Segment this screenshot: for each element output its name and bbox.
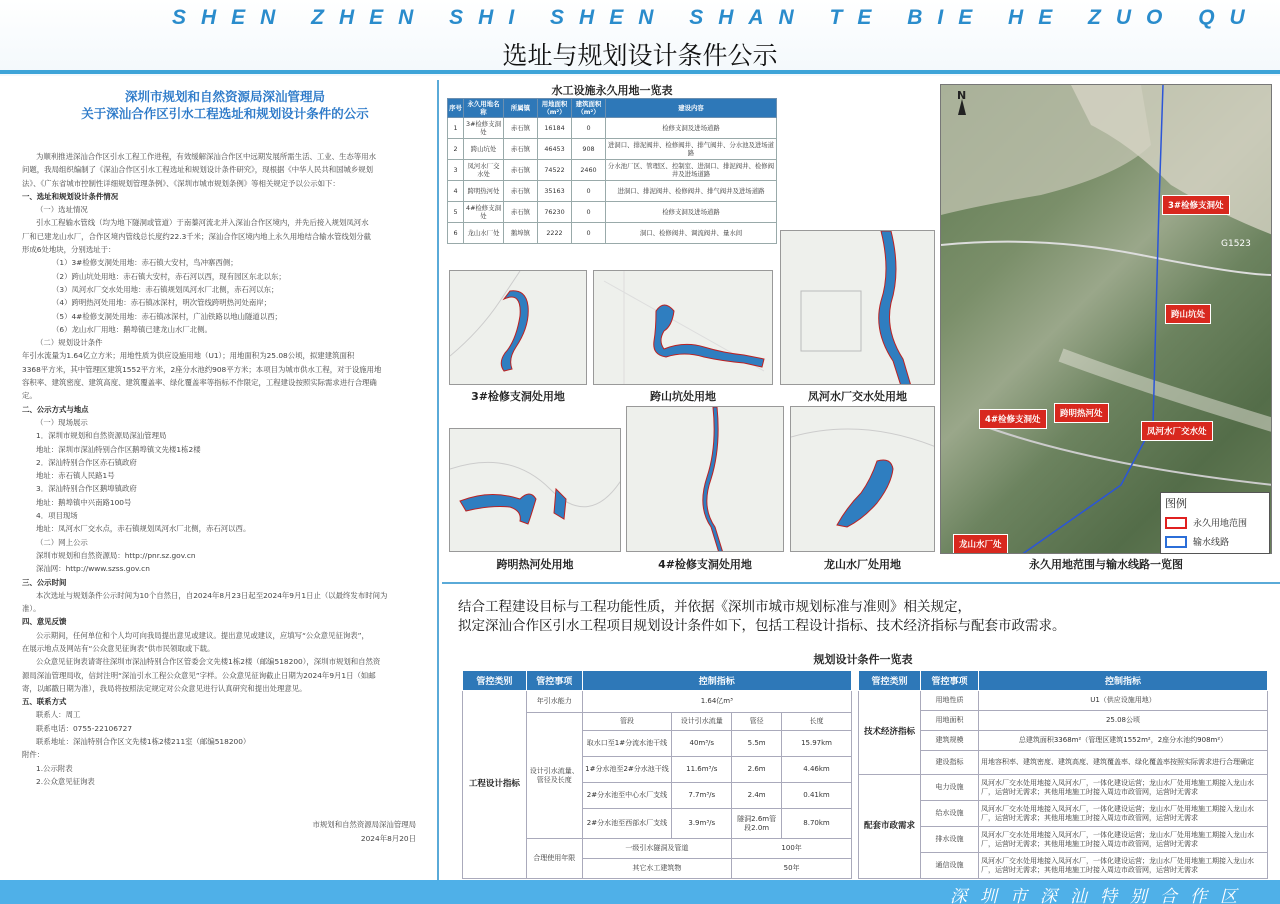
land-table-cell: 0 (572, 223, 606, 244)
map-3-jianxiu-drawing (450, 271, 587, 385)
land-table-cell: 分水池厂区、管理区、控制室、进洞口、排泥阀井、检修阀井及进场道路 (606, 160, 777, 181)
body-line: 本次选址与规划条件公示时间为10个自然日，自2024年8月23日起至2024年9月1日止（以最终发布时间为 (36, 590, 388, 600)
tech-item: 用地面积 (921, 711, 979, 731)
land-table-row (448, 118, 777, 139)
body-line: 3368平方米，其中管理区建筑1552平方米，2座分水池约908平方米；本项目为城市供水工程，对于设施用地 (22, 364, 382, 374)
tech-table (858, 670, 1268, 879)
body-line: 引水工程输水管线（均为地下隧洞或管道）于南蓁河流北并入深汕合作区境内，并先后接入规划凤河水 (36, 218, 369, 228)
land-table-cell: 赤石镇 (504, 160, 538, 181)
body-line: 2.公众意见征询表 (36, 776, 95, 786)
land-table-cell: 0 (572, 118, 606, 139)
section-heading: 三、公示时间 (22, 577, 67, 587)
seg-dia: 2.6m (732, 757, 782, 783)
body-line: 为顺利推进深汕合作区引水工程工作进程，有效缓解深汕合作区中远期发展所需生活、工业、生态等用水 (36, 152, 376, 161)
land-table-header: 序号 (448, 99, 464, 118)
tech-value: 25.08公顷 (979, 711, 1268, 731)
map-fenghe-caption: 凤河水厂交水处用地 (808, 390, 907, 403)
land-table-cell: 2 (448, 139, 464, 160)
body-line: 公示期间，任何单位和个人均可向我局提出意见或建议。提出意见或建议，应填写“公众意见征询表”， (36, 630, 369, 640)
map-kuaminghe-drawing (450, 429, 621, 552)
body-line: （2）跨山坑处用地：赤石镇大安村，赤石河以西，现有园区东北以东； (52, 271, 286, 281)
legend-label-land: 永久用地范围 (1193, 519, 1248, 529)
land-table-cell: 鹅埠镇 (504, 223, 538, 244)
legend-swatch-blue (1165, 536, 1187, 548)
body-line: （二）网上公示 (36, 537, 88, 547)
land-table-cell: 908 (572, 139, 606, 160)
land-table-cell: 进洞口、排泥阀井、检修阀井、排气阀井及进场道路 (606, 181, 777, 202)
map-longshan-drawing (791, 407, 935, 552)
body-line: 1．深圳市规划和自然资源局深汕管理局 (36, 431, 167, 441)
tech-head-index: 控制指标 (979, 671, 1268, 691)
horizontal-divider (442, 582, 1280, 584)
land-table-cell: 检修支洞及进场道路 (606, 202, 777, 223)
body-line: 准）。 (22, 604, 41, 614)
utility-value: 凤河水厂交水处用地接入凤河水厂，一体化建设运营；龙山水厂处用地施工期接入龙山水厂，运营时无需求；其他用地施工时接入周边市政管网，运营时无需求 (979, 853, 1268, 879)
seg-name: 2#分水池至中心水厂支线 (582, 783, 672, 809)
map-kuashankeng-caption: 跨山坑处用地 (650, 390, 716, 403)
body-line: 地址：深圳市深汕特别合作区鹅埠镇文先楼1栋2楼 (36, 444, 201, 454)
eng-head-cat: 管控类别 (463, 671, 527, 691)
sat-label-fenghe: 凤河水厂交水处 (1141, 421, 1213, 441)
utility-value: 凤河水厂交水处用地接入凤河水厂，一体化建设运营；龙山水厂处用地施工期接入龙山水厂，运营时无需求；其他用地施工时接入周边市政管网，运营时无需求 (979, 775, 1268, 801)
land-table-cell: 跨明热河处 (464, 181, 504, 202)
land-table-header: 所属镇 (504, 99, 538, 118)
life-item: 其它水工建筑物 (582, 859, 732, 879)
header-divider (0, 70, 1280, 74)
seg-flow: 3.9m³/s (672, 809, 732, 839)
land-table-row (448, 139, 777, 160)
map-4-jianxiu-caption: 4#检修支洞处用地 (658, 558, 752, 571)
land-table-row (448, 223, 777, 244)
map-longshan (790, 406, 935, 552)
conditions-intro (458, 598, 1268, 636)
eng-annual-label: 年引水能力 (526, 691, 582, 713)
legend-item-land (1161, 513, 1269, 532)
seg-len: 8.70km (782, 809, 852, 839)
body-line: （一）现场展示 (36, 417, 88, 427)
overview-map-caption: 永久用地范围与输水线路一览图 (1029, 558, 1183, 571)
announcement-title-2: 关于深汕合作区引水工程选址和规划设计条件的公示 (81, 106, 369, 121)
utility-value: 凤河水厂交水处用地接入凤河水厂，一体化建设运营；龙山水厂处用地施工期接入龙山水厂，运营时无需求；其他用地施工时接入周边市政管网，运营时无需求 (979, 827, 1268, 853)
land-table-cell: 赤石镇 (504, 181, 538, 202)
map-longshan-caption: 龙山水厂处用地 (824, 558, 901, 571)
seg-len: 4.46km (782, 757, 852, 783)
seg-flow: 40m³/s (672, 731, 732, 757)
map-fenghe-drawing (781, 231, 935, 385)
body-line: （二）规划设计条件 (36, 338, 103, 348)
body-line: 在展示地点及网站有“公众意见征询表”供市民领取或下载。 (22, 643, 215, 653)
seg-name: 1#分水池至2#分水池干线 (582, 757, 672, 783)
map-fenghe (780, 230, 935, 385)
body-line: 3．深汕特别合作区鹅埠镇政府 (36, 484, 137, 494)
body-line: 4．项目现场 (36, 511, 78, 521)
vertical-divider (437, 80, 439, 880)
tech-value: 总建筑面积3368m²（管理区建筑1552m²，2座分水池约908m²） (979, 731, 1268, 751)
section-heading: 二、公示方式与地点 (22, 404, 89, 414)
eng-flow-label: 设计引水流量、管径及长度 (526, 713, 582, 839)
land-table-cell: 进洞口、排泥阀井、检修阀井、排气阀井、分水池及进场道路 (606, 139, 777, 160)
tech-head-cat: 管控类别 (859, 671, 921, 691)
seg-len: 0.41km (782, 783, 852, 809)
body-line: 定。 (22, 391, 37, 401)
sat-label-kuashankeng: 跨山坑处 (1165, 304, 1211, 324)
eng-category: 工程设计指标 (463, 691, 527, 879)
utility-item: 电力设施 (921, 775, 979, 801)
land-table-cell: 3 (448, 160, 464, 181)
page-header (0, 0, 1280, 76)
eng-sub-seg: 管段 (582, 713, 672, 731)
map-kuashankeng-drawing (594, 271, 773, 385)
conditions-table-title: 规划设计条件一览表 (813, 653, 913, 666)
engineering-table (462, 670, 852, 879)
seg-name: 取水口至1#分流水池干线 (582, 731, 672, 757)
utility-category: 配套市政需求 (859, 775, 921, 879)
legend-swatch-red (1165, 517, 1187, 529)
land-table-row (448, 181, 777, 202)
land-table-cell: 赤石镇 (504, 118, 538, 139)
body-line: 问题，我局组织编制了《深汕合作区引水工程选址和规划设计条件研究》，现根据《中华人民共和国城乡规划 (22, 165, 374, 175)
land-table-cell: 16184 (538, 118, 572, 139)
body-line: （1）3#检修支洞处用地：赤石镇大安村，鸟冲寨西侧； (52, 258, 238, 268)
announcement-panel (22, 88, 428, 876)
land-table-cell: 76230 (538, 202, 572, 223)
body-line: 地址：凤河水厂交水点，赤石镇规划凤河水厂北侧，赤石河以西。 (36, 524, 251, 534)
body-line: 厂和已建龙山水厂，合作区境内管线总长度约22.3千米；深汕合作区境内地上永久用地结合输水管线划分截 (22, 231, 372, 241)
land-table-cell: 35163 (538, 181, 572, 202)
land-table-row (448, 202, 777, 223)
sat-label-longshan: 龙山水厂处 (953, 534, 1008, 554)
seg-flow: 11.6m³/s (672, 757, 732, 783)
body-line: 容积率、建筑密度、建筑高度、建筑覆盖率、绿化覆盖率等指标不作限定，工程建设按照实际需求进行合理确 (22, 378, 377, 388)
eng-annual-value: 1.64亿m³ (582, 691, 851, 713)
road-label: G1523 (1221, 239, 1251, 249)
section-heading: 四、意见反馈 (22, 617, 67, 627)
map-kuashankeng (593, 270, 773, 385)
eng-sub-len: 长度 (782, 713, 852, 731)
tech-item: 用地性质 (921, 691, 979, 711)
seg-name: 2#分水池至西部水厂支线 (582, 809, 672, 839)
land-table-cell: 检修支洞及进场道路 (606, 118, 777, 139)
eng-head-item: 管控事项 (526, 671, 582, 691)
land-table-header: 用地面积（m²） (538, 99, 572, 118)
land-table-cell: 4#检修支洞处 (464, 202, 504, 223)
land-table-cell: 2222 (538, 223, 572, 244)
land-table-cell: 赤石镇 (504, 202, 538, 223)
map-3-jianxiu (449, 270, 587, 385)
seg-dia: 隧洞2.6m管段2.0m (732, 809, 782, 839)
overview-satellite-map (940, 84, 1272, 554)
tech-value: 用地容积率、建筑密度、建筑高度、建筑覆盖率、绿化覆盖率按照实际需求进行合理确定 (979, 751, 1268, 775)
body-line: 2．深汕特别合作区赤石镇政府 (36, 457, 137, 467)
life-years: 100年 (732, 839, 852, 859)
tech-value: U1（供应设施用地） (979, 691, 1268, 711)
overview-legend (1160, 492, 1270, 554)
body-line: 法》、《广东省城市控制性详细规划管理条例》、《深圳市城市规划条例》等相关规定予以公示如下： (22, 178, 340, 188)
conditions-intro-line-1: 结合工程建设目标与工程功能性质，并依据《深圳市城市规划标准与准则》相关规定， (458, 599, 971, 615)
land-table-cell: 4 (448, 181, 464, 202)
body-line: 深圳市规划和自然资源局：http://pnr.sz.gov.cn (36, 550, 196, 560)
land-table-header: 建设内容 (606, 99, 777, 118)
announcement-body (22, 150, 428, 788)
map-4-jianxiu (626, 406, 784, 552)
seg-flow: 7.7m³/s (672, 783, 732, 809)
page-footer (0, 880, 1280, 904)
section-heading: 五、联系方式 (22, 697, 67, 707)
tech-item: 建设指标 (921, 751, 979, 775)
header-pinyin: SHEN ZHEN SHI SHEN SHAN TE BIE HE ZUO QU (172, 6, 1260, 29)
body-line: 寄，以邮戳日期为准），我局将按照法定规定对公众意见进行认真研究和提出处理意见。 (22, 683, 307, 693)
eng-sub-flow: 设计引水流量 (672, 713, 732, 731)
body-line: 联系电话：0755-22106727 (36, 723, 133, 733)
footer-text: 深圳市深汕特别合作区 (950, 887, 1250, 904)
land-table-header: 永久用地名称 (464, 99, 504, 118)
body-line: （5）4#检修支洞处用地：赤石镇冰深村，广汕铁路以地山隧道以西； (52, 311, 282, 321)
signature-date: 2024年8月20日 (360, 834, 416, 843)
land-table-cell: 6 (448, 223, 464, 244)
map-3-jianxiu-caption: 3#检修支洞处用地 (471, 390, 565, 403)
legend-label-pipe: 输水线路 (1193, 538, 1230, 548)
section-heading: 一、选址和规划设计条件情况 (22, 191, 119, 201)
land-table-header: 建筑面积（m²） (572, 99, 606, 118)
north-arrow-label: N (957, 89, 967, 102)
body-line: 联系地址：深汕特别合作区文先楼1栋2楼211室（邮编518200） (36, 737, 251, 747)
land-table-cell: 46453 (538, 139, 572, 160)
body-line: 深汕网：http://www.szss.gov.cn (36, 564, 150, 574)
body-line: （4）跨明热河处用地：赤石镇冰深村，明次管线跨明热河处南岸； (52, 298, 272, 308)
land-table-cell: 3#检修支洞处 (464, 118, 504, 139)
body-line: 地址：赤石镇人民路1号 (36, 471, 115, 481)
body-line: 公众意见征询表请寄往深圳市深汕特别合作区管委会文先楼1栋2楼（邮编518200），深圳市规划和自然资 (36, 657, 381, 667)
body-line: 地址：鹅埠镇中兴南路100号 (36, 497, 132, 507)
land-table-cell: 0 (572, 202, 606, 223)
eng-sub-dia: 管径 (732, 713, 782, 731)
land-table-cell: 1 (448, 118, 464, 139)
seg-len: 15.97km (782, 731, 852, 757)
body-line: 联系人：周工 (36, 710, 81, 720)
land-table-title: 水工设施永久用地一览表 (551, 84, 673, 97)
land-table-cell: 龙山水厂处 (464, 223, 504, 244)
legend-item-pipe (1161, 532, 1269, 551)
conditions-intro-line-2: 拟定深汕合作区引水工程项目规划设计条件如下，包括工程设计指标、技术经济指标与配套市政需求。 (458, 618, 1066, 634)
body-line: 1.公示附表 (36, 763, 73, 773)
overview-satellite-map-drawing (941, 85, 1272, 554)
sat-label-3-jianxiu: 3#检修支洞处 (1162, 195, 1230, 215)
signature-org: 市规划和自然资源局深汕管理局 (312, 820, 416, 829)
seg-dia: 5.5m (732, 731, 782, 757)
eng-head-index: 控制指标 (582, 671, 851, 691)
land-table (447, 98, 777, 244)
sat-label-4-jianxiu: 4#检修支洞处 (979, 409, 1047, 429)
land-table-cell: 赤石镇 (504, 139, 538, 160)
legend-title: 图例 (1165, 497, 1187, 510)
body-line: 形成6处地块，分别选址于： (22, 245, 116, 255)
land-table-cell: 洞口、检修阀井、调流阀井、量水间 (606, 223, 777, 244)
sat-label-kuaminghe: 跨明热河处 (1054, 403, 1109, 423)
body-line: （3）凤河水厂交水处用地：赤石镇规划凤河水厂北侧，赤石河以东； (52, 284, 279, 294)
page-title: 选址与规划设计条件公示 (502, 41, 778, 70)
life-years: 50年 (732, 859, 852, 879)
announcement-signature (313, 818, 416, 846)
body-line: 年引水流量为1.64亿立方米；用地性质为供应设施用地（U1）；用地面积为25.08公顷，拟建建筑面积 (22, 351, 355, 361)
tech-item: 建筑规模 (921, 731, 979, 751)
seg-dia: 2.4m (732, 783, 782, 809)
land-table-cell: 0 (572, 181, 606, 202)
body-line: 附件： (22, 750, 45, 760)
tech-head-item: 管控事项 (921, 671, 979, 691)
land-table-cell: 2460 (572, 160, 606, 181)
eng-life-label: 合理使用年限 (526, 839, 582, 879)
land-table-cell: 74522 (538, 160, 572, 181)
announcement-title-1: 深圳市规划和自然资源局深汕管理局 (124, 89, 325, 104)
body-line: 源局深汕管理局收，信封注明“深汕引水工程公众意见”字样。公众意见征询截止日期为2024年9月1日（如邮 (22, 670, 376, 680)
body-line: （6）龙山水厂用地：鹅埠镇已建龙山水厂北侧。 (52, 324, 212, 334)
land-table-cell: 5 (448, 202, 464, 223)
land-table-cell: 跨山坑处 (464, 139, 504, 160)
map-kuaminghe-caption: 跨明热河处用地 (496, 558, 574, 571)
body-line: （一）选址情况 (36, 205, 88, 215)
land-table-cell: 凤河水厂交水处 (464, 160, 504, 181)
utility-value: 凤河水厂交水处用地接入凤河水厂，一体化建设运营；龙山水厂处用地施工期接入龙山水厂，运营时无需求；其他用地施工时接入周边市政管网，运营时无需求 (979, 801, 1268, 827)
utility-item: 通信设施 (921, 853, 979, 879)
map-kuaminghe (449, 428, 621, 552)
land-table-row (448, 160, 777, 181)
tech-category: 技术经济指标 (859, 691, 921, 775)
map-4-jianxiu-drawing (627, 407, 784, 552)
utility-item: 给水设施 (921, 801, 979, 827)
life-item: 一级引水隧洞及管道 (582, 839, 732, 859)
utility-item: 排水设施 (921, 827, 979, 853)
